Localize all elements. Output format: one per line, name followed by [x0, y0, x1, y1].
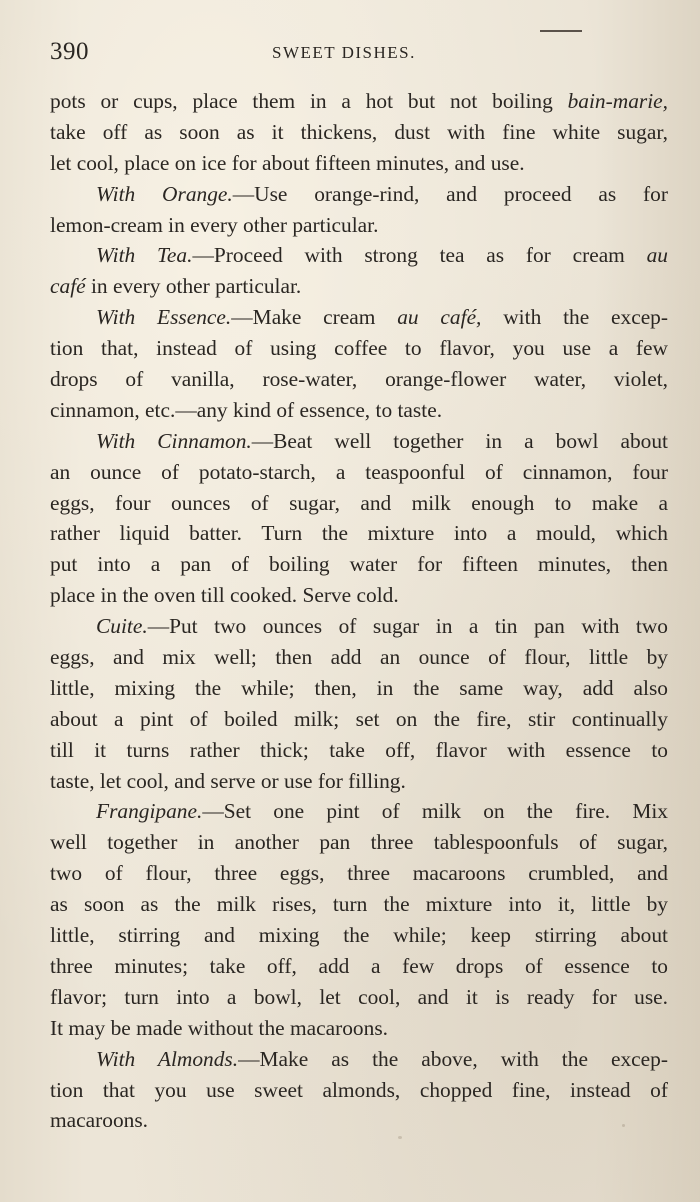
- text-line: [50, 395, 668, 426]
- text-line: [50, 457, 668, 488]
- text-run: till it turns rather thick; take off, flavor with essence to: [50, 737, 668, 762]
- text-run: —Make cream: [231, 305, 398, 330]
- text-line: [50, 827, 668, 858]
- text-run: cinnamon, etc.—any kind of essence, to taste.: [50, 397, 443, 422]
- page-number: 390: [50, 38, 89, 65]
- text-line: [50, 426, 668, 457]
- text-line: [50, 1044, 668, 1075]
- text-line: [50, 1013, 668, 1044]
- text-line: [50, 766, 668, 797]
- text-line: [50, 580, 668, 611]
- text-run: little, stirring and mixing the while; keep stirring about: [50, 923, 668, 948]
- text-run: two of flour, three eggs, three macaroons crumbled, and: [50, 861, 668, 886]
- italic-text: With Tea.: [96, 243, 193, 268]
- italic-text: With Essence.: [96, 305, 232, 330]
- running-head: SWEET DISHES.: [272, 43, 416, 62]
- text-run: drops of vanilla, rose-water, orange-flower water, violet,: [50, 367, 668, 392]
- text-line: [50, 704, 668, 735]
- text-line: [50, 1075, 668, 1106]
- text-run: —Make as the above, with the excep-: [238, 1046, 668, 1071]
- text-line: [50, 364, 668, 395]
- text-run: tion that you use sweet almonds, chopped fine, instead of: [50, 1077, 668, 1102]
- text-line: [50, 271, 668, 302]
- text-run: well together in another pan three tablespoonfuls of sugar,: [50, 830, 668, 855]
- text-line: [50, 951, 668, 982]
- paragraph: [50, 796, 668, 1043]
- text-run: in every other particular.: [85, 274, 302, 299]
- text-run: three minutes; take off, add a few drops of essence to: [50, 953, 668, 978]
- text-run: —Set one pint of milk on the fire. Mix: [202, 799, 668, 824]
- text-line: [50, 982, 668, 1013]
- text-line: [50, 240, 668, 271]
- text-line: [50, 889, 668, 920]
- body-text: [50, 86, 668, 1136]
- paragraph: [50, 240, 668, 302]
- italic-text: bain-marie,: [567, 89, 668, 113]
- text-line: [50, 1105, 668, 1136]
- text-run: flavor; turn into a bowl, let cool, and it is ready for use.: [50, 984, 668, 1009]
- text-run: eggs, four ounces of sugar, and milk enough to make a: [50, 490, 668, 515]
- text-line: [50, 148, 668, 179]
- text-run: with the excep-: [481, 305, 669, 330]
- text-line: [50, 179, 668, 210]
- text-run: —Beat well together in a bowl about: [251, 428, 668, 453]
- text-run: eggs, and mix well; then add an ounce of flour, little by: [50, 645, 668, 670]
- text-run: rather liquid batter. Turn the mixture into a mould, which: [50, 521, 668, 546]
- text-line: [50, 518, 668, 549]
- text-line: [50, 549, 668, 580]
- text-run: as soon as the milk rises, turn the mixture into it, little by: [50, 892, 668, 917]
- text-run: tion that, instead of using coffee to flavor, you use a few: [50, 336, 668, 361]
- text-line: [50, 302, 668, 333]
- paragraph: [50, 1044, 668, 1137]
- paragraph: [50, 426, 668, 611]
- text-run: lemon-cream in every other particular.: [50, 212, 379, 237]
- text-line: [50, 642, 668, 673]
- italic-text: café: [50, 274, 86, 299]
- text-run: let cool, place on ice for about fifteen minutes, and use.: [50, 150, 525, 175]
- italic-text: With Cinnamon.: [96, 428, 252, 453]
- text-run: about a pint of boiled milk; set on the fire, stir continually: [50, 706, 668, 731]
- text-run: —Put two ounces of sugar in a tin pan with two: [147, 614, 668, 639]
- paragraph: [50, 302, 668, 426]
- text-line: [50, 673, 668, 704]
- text-run: —Use orange-rind, and proceed as for: [232, 181, 668, 206]
- paragraph: [50, 179, 668, 241]
- italic-text: Frangipane.: [96, 799, 203, 824]
- text-line: [50, 858, 668, 889]
- paragraph: [50, 611, 668, 796]
- page-header: [50, 38, 670, 70]
- italic-text: au: [646, 243, 668, 268]
- ink-speck: [622, 1124, 625, 1127]
- text-line: [50, 920, 668, 951]
- text-run: macaroons.: [50, 1108, 149, 1133]
- paragraph: [50, 86, 668, 179]
- text-line: [50, 86, 668, 117]
- text-line: [50, 117, 668, 148]
- text-line: [50, 796, 668, 827]
- italic-text: With Orange.: [96, 181, 233, 206]
- text-run: an ounce of potato-starch, a teaspoonful of cinnamon, four: [50, 459, 668, 484]
- text-run: —Proceed with strong tea as for cream: [192, 243, 647, 268]
- text-line: [50, 735, 668, 766]
- text-line: [50, 611, 668, 642]
- text-line: [50, 488, 668, 519]
- text-run: put into a pan of boiling water for fifteen minutes, then: [50, 552, 668, 577]
- ink-speck: [398, 1136, 402, 1139]
- text-run: taste, let cool, and serve or use for filling.: [50, 768, 406, 793]
- text-run: It may be made without the macaroons.: [50, 1015, 388, 1040]
- text-run: take off as soon as it thickens, dust with fine white sugar,: [50, 119, 668, 144]
- text-run: little, mixing the while; then, in the same way, add also: [50, 675, 668, 700]
- italic-text: Cuite.: [96, 614, 148, 639]
- text-line: [50, 210, 668, 241]
- italic-text: au café,: [397, 305, 482, 330]
- text-run: place in the oven till cooked. Serve cold.: [50, 583, 399, 608]
- header-rule: [540, 30, 582, 32]
- text-line: [50, 333, 668, 364]
- text-run: pots or cups, place them in a hot but not boiling: [50, 89, 568, 113]
- italic-text: With Almonds.: [96, 1046, 239, 1071]
